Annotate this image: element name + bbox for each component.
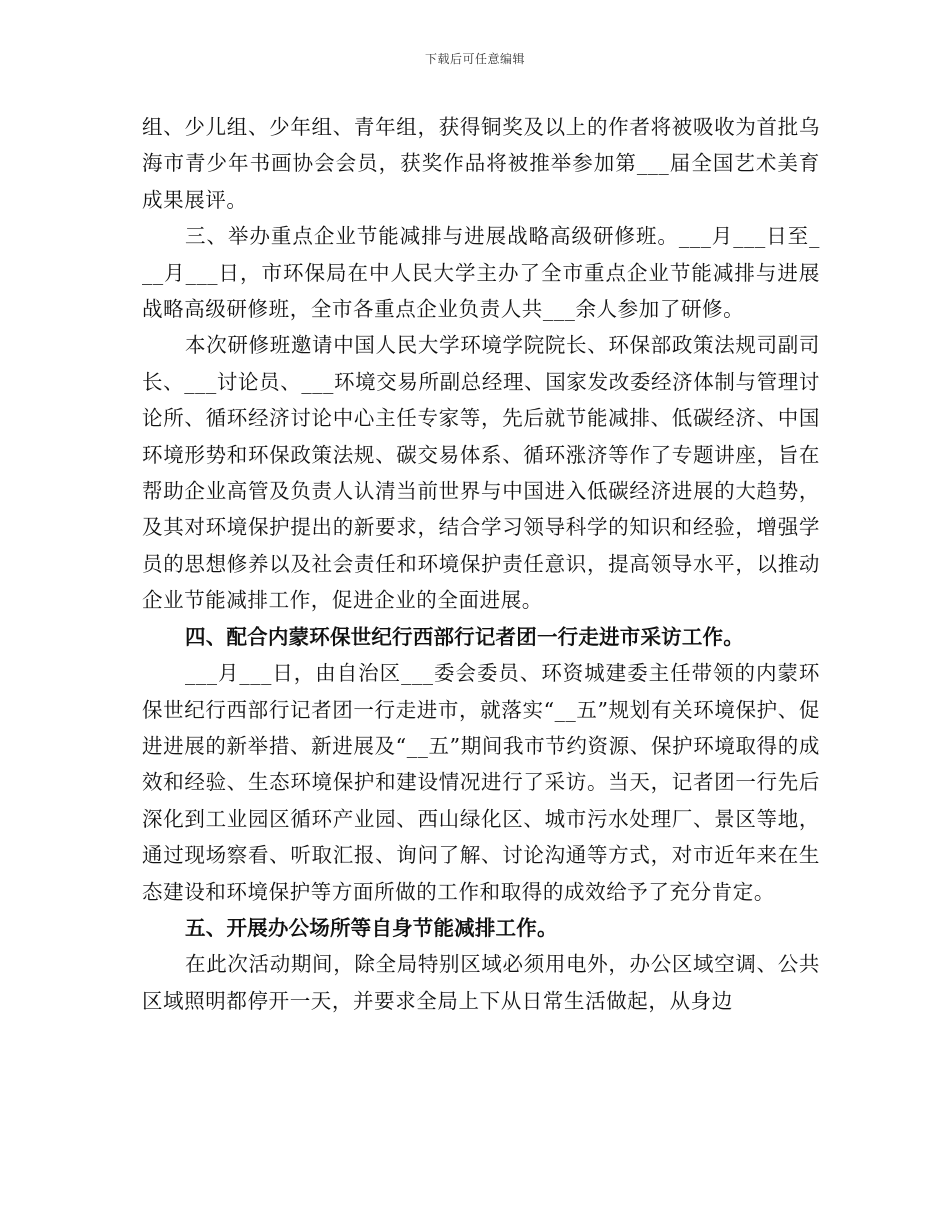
section-heading-5: 五、开展办公场所等自身节能减排工作。 [185,915,558,940]
paragraph-section-3: 三、举办重点企业节能减排与进展战略高级研修班。___月___日至___月___日，市环保局在中人民大学主办了全市重点企业节能减排与进展战略高级研修班，全市各重点企业负责人共___余人参加了研修。 [142,224,820,322]
paragraph-workshop-details: 本次研修班邀请中国人民大学环境学院院长、环保部政策法规司副司长、___讨论员、___环境交易所副总经理、国家发改委经济体制与管理讨论所、循环经济讨论中心主任专家等，先后就节能减排、低碳经济、中国环境形势和环保政策法规、碳交易体系、循环涨济等作了专题讲座，旨在帮助企业高管及负责人认清当前世界与中国进入低碳经济进展的大趋势，及其对环境保护提出的新要求，结合学习领导科学的知识和经验，增强学员的思想修养以及社会责任和环境保护责任意识，提高领导水平，以推动企业节能减排工作，促进企业的全面进展。 [142,333,820,613]
document-body [142,109,820,1019]
paragraph-continuation: 组、少儿组、少年组、青年组，获得铜奖及以上的作者将被吸收为首批乌海市青少年书画协会会员，获奖作品将被推举参加第___届全国艺术美育成果展评。 [142,115,820,212]
paragraph-press-visit: ___月___日，由自治区___委会委员、环资城建委主任带领的内蒙环保世纪行西部行记者团一行走进市，就落实“__五”规划有关环境保护、促进进展的新举措、新进展及“__五”期间我市节约资源、保护环境取得的成效和经验、生态环境保护和建设情况进行了采访。当天，记者团一行先后深化到工业园区循环产业园、西山绿化区、城市污水处理厂、景区等地，通过现场察看、听取汇报、询问了解、讨论沟通等方式，对市近年来在生态建设和环境保护等方面所做的工作和取得的成效给予了充分肯定。 [142,661,820,904]
paragraph-office-saving: 在此次活动期间，除全局特别区域必须用电外，办公区域空调、公共区域照明都停开一天，并要求全局上下从日常生活做起，从身边 [142,952,820,1013]
page-header: 下载后可任意编辑 [424,52,525,66]
section-heading-4: 四、配合内蒙环保世纪行西部行记者团一行走进市采访工作。 [185,624,744,649]
